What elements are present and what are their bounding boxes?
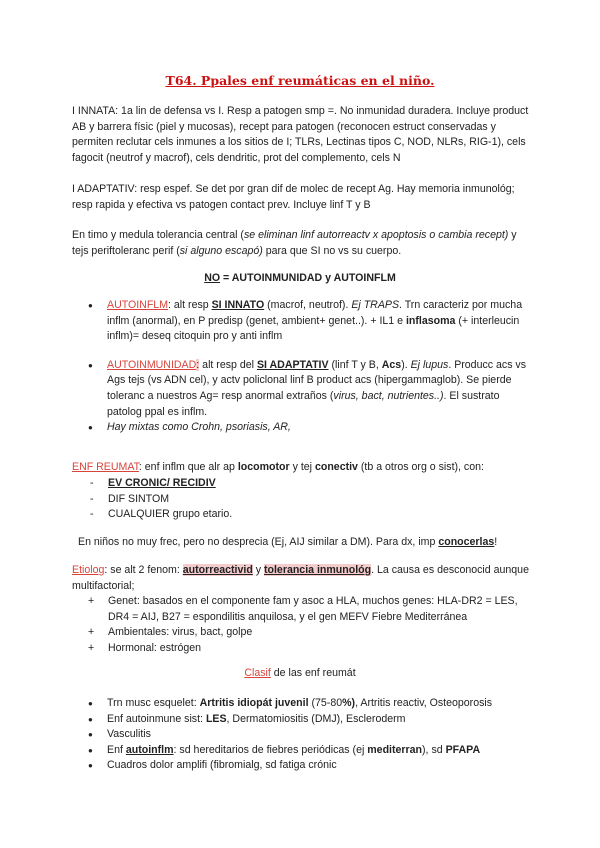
clasif-1-a: Trn musc esquelet: [107, 697, 200, 709]
enf-reumat-text-e: (tb a otros org o sist), con: [357, 461, 484, 473]
page-title [0, 73, 600, 89]
vasculitis-text: Vasculitis [107, 728, 151, 741]
clasif-4-a: Enf [107, 743, 126, 756]
clasif-item [84, 743, 534, 759]
enf-reumat-paragraph [72, 460, 534, 476]
clasif-item [84, 727, 534, 743]
inflasoma-text: inflasoma [405, 314, 456, 327]
autorreactivid-text: autorreactivid [182, 564, 253, 576]
locomotor-text: locomotor [237, 461, 290, 473]
characteristics-list [72, 476, 534, 523]
plus-item: + Hormonal: estrógen [72, 641, 534, 657]
dash-item [72, 507, 534, 523]
ej-lupus-text: Ej lupus [410, 358, 449, 371]
clasif-1-c: (75-80 [308, 697, 343, 709]
ninos-text-a: En niños no muy frec, pero no desprecia (Ej, AIJ similar a DM). Para dx, imp [78, 536, 439, 548]
clasif-item [84, 758, 534, 774]
autoinmunidad-text-i: . El sustrato patolog ppal es inflm. [107, 389, 500, 418]
clasif-2-a: Enf autoinmune sist: [107, 712, 206, 725]
clasif-list [84, 696, 534, 774]
autoinmunidad-text-e: ). [401, 358, 411, 371]
dash-item [72, 476, 534, 492]
clasif-heading [0, 666, 600, 682]
auto-list [84, 298, 534, 436]
mixtas-text: Hay mixtas como Crohn, psoriasis, AR, [107, 421, 291, 434]
autoinmunidad-text-a: alt resp del [199, 358, 257, 371]
clasif-2-c: , Dermatomiositis (DMJ), Escleroderm [226, 712, 406, 725]
tolerancia-italic-2: si alguno escapó) [179, 244, 263, 257]
autoinflm-label: AUTOINFLM [107, 299, 169, 311]
autoinflm-text-c: (macrof, neutrof). [264, 299, 352, 311]
clasif-item [84, 712, 534, 728]
clasif-5-a: Cuadros dolor amplifi (fibromialg, sd fatiga crónic [107, 759, 337, 772]
ninos-paragraph [78, 535, 548, 551]
autoinmunidad-item [84, 358, 534, 420]
cualquier-grupo-text: CUALQUIER grupo etario. [108, 508, 233, 521]
no-word: NO [204, 272, 221, 284]
clasif-4-e: ), sd [422, 743, 446, 756]
mediterran-text: mediterran [367, 743, 423, 756]
etiolog-text-a: : se alt 2 fenom: [104, 564, 183, 576]
etiolog-text-c: y [252, 564, 264, 576]
innata-paragraph: I INNATA: 1a lin de defensa vs I. Resp a patogen smp =. No inmunidad duradera. Incluye product AB y barrera físic (piel y mucosas), recept para patogen (reconocen estruct conservadas y permiten reclutar cels inmunes a los sitios de I; TLRs, Lectinas tipos C, NOD, NLRs, RIG-1), cels fagocit (neutrof y macrof), cels dendritic, prot del complemento, cels N [72, 105, 529, 164]
autoinflm-text-a: : alt resp [168, 299, 212, 311]
aij-text: Artritis idiopát juvenil [199, 697, 309, 709]
tolerancia-text-1: En timo y medula tolerancia central ( [72, 229, 244, 241]
conocerlas-text: conocerlas [438, 536, 495, 548]
si-adaptativ-text: SI ADAPTATIV [256, 358, 329, 371]
clasif-item [84, 696, 534, 712]
pfapa-text: PFAPA [445, 743, 481, 756]
clasif-1-d: %) [342, 697, 356, 709]
acs-text: Acs [381, 358, 402, 371]
autoinmunidad-text-c: (linf T y B, [328, 358, 382, 371]
clasif-label: Clasif [244, 667, 271, 679]
no-heading-rest: = AUTOINMUNIDAD y AUTOINFLM [220, 272, 396, 284]
enf-reumat-text-c: y tej [289, 461, 315, 473]
no-heading [0, 271, 600, 287]
dif-sintom-text: DIF SINTOM [108, 492, 170, 505]
mixtas-item [84, 420, 534, 436]
si-innato-text: SI INNATO [211, 299, 265, 311]
conectiv-text: conectiv [314, 461, 358, 473]
les-text: LES [205, 712, 227, 725]
autoinmunidad-colon: : [196, 358, 200, 371]
causes-list [72, 594, 534, 656]
enf-reumat-text-a: : enf inflm que alr ap [138, 461, 238, 473]
dash-item [72, 492, 534, 508]
ninos-text-c: ! [494, 536, 498, 548]
autoinmunidad-text-g: . Producc acs vs Ags tejs (vs ADN cel), y actv policlonal linf B product acs (hipergammaglob). Se pierde toleranc a nuestros Ag= resp anormal extraños ( [107, 358, 527, 402]
ej-traps-text: Ej TRAPS [351, 299, 400, 311]
tolerancia-text-2: y tejs periftoleranc perif ( [72, 229, 517, 257]
tolerancia-italic-1: se eliminan linf autorreactv x apoptosis o cambia recept) [243, 229, 509, 241]
clasif-rest: de las enf reumát [270, 667, 356, 679]
adaptativ-paragraph: I ADAPTATIV: resp espef. Se det por gran dif de molec de recept Ag. Hay memoria inmunológ; resp rapida y efectiva vs patogen contact prev. Incluye linf T y B [72, 183, 515, 211]
etiolog-text-e: . La causa es desconocid aunque multifactorial; [72, 564, 529, 592]
autoinflm-text-g: (+ interleucin inflm)= deseq citoquin pro y anti inflm [107, 314, 520, 343]
tolerancia-paragraph [72, 228, 534, 259]
plus-item: + Ambientales: virus, bact, golpe [72, 625, 534, 641]
etiolog-label: Etiolog [72, 564, 105, 576]
title-text: T64. Ppales enf reumáticas en el niño. [165, 73, 435, 88]
enf-reumat-label: ENF REUMAT [72, 461, 139, 473]
clasif-4-c: : sd hereditarios de fiebres periódicas (ej [173, 743, 368, 756]
etiolog-paragraph [72, 563, 534, 594]
clasif-1-e: , Artritis reactiv, Osteoporosis [355, 697, 493, 709]
tolerancia-inmunolog-text: tolerancia inmunológ [263, 564, 372, 576]
plus-item: + Genet: basados en el componente fam y asoc a HLA, muchos genes: HLA-DR2 = LES, DR4 = AIJ, B27 = espondilitis anquilosa, y el gen MEFV Fiebre Mediterránea [72, 594, 534, 625]
ev-cronic-text: EV CRONIC/ RECIDIV [108, 477, 216, 489]
autoinflm-text-e: . Trn caracteriz por mucha inflm (anormal), en P predisp (genet, ambient+ genet..). + IL1 e [107, 299, 523, 327]
autoinmunidad-label: AUTOINMUNIDAD [107, 358, 197, 371]
autoinflm-bold-text: autoinflm [125, 743, 174, 756]
autoinflm-item [84, 298, 534, 345]
autoinmunidad-italic-h: virus, bact, nutrientes..) [333, 389, 444, 402]
tolerancia-text-3: para que SI no vs su cuerpo. [262, 244, 402, 257]
